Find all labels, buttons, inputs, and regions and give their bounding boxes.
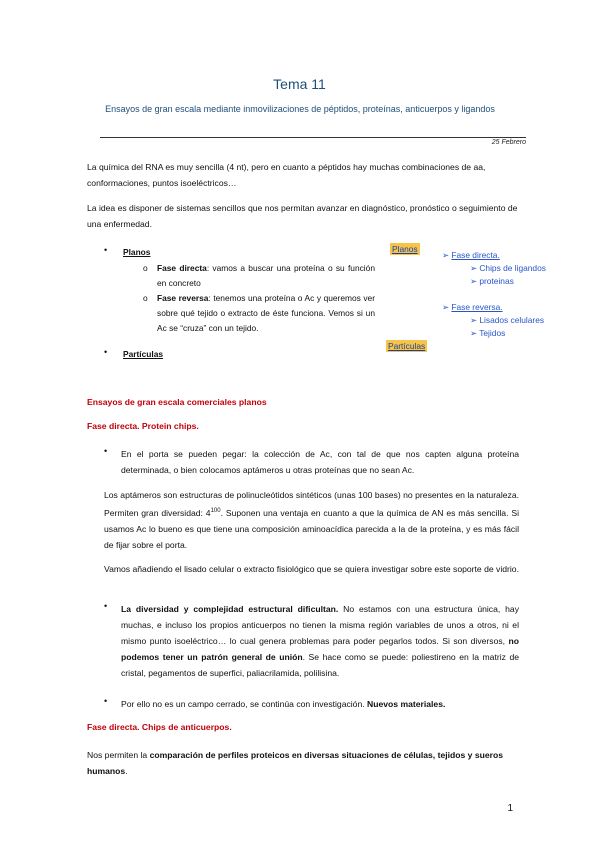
sub-marker: o	[143, 293, 148, 303]
diagram-tejidos: ➢ Tejidos	[470, 328, 506, 338]
anticuerpos-paragraph: Nos permiten la comparación de perfiles proteicos en diversas situaciones de células, tejidos y sueros humanos.	[87, 750, 504, 776]
diagram-proteinas: ➢ proteinas	[470, 276, 514, 286]
bullet-marker: •	[104, 446, 108, 456]
arrow-icon: ➢	[470, 315, 478, 325]
arrow-icon: ➢	[470, 263, 478, 273]
intro-paragraph-1: La química del RNA es muy sencilla (4 nt), pero en cuanto a péptidos hay muchas combinaciones de aa, conformaciones, puntos isoeléctricos…	[87, 162, 486, 188]
arrow-icon: ➢	[442, 302, 450, 312]
list-item-fase-reversa	[157, 291, 375, 336]
diagram-fase-reversa: ➢ Fase reversa.	[442, 302, 503, 312]
bullet-marker: •	[104, 347, 108, 357]
header-rule	[100, 137, 526, 138]
arrow-icon: ➢	[470, 328, 478, 338]
section-subheading: Fase directa. Protein chips.	[87, 421, 199, 431]
bullet-marker: •	[104, 245, 108, 255]
date-label: 25 Febrero	[491, 139, 526, 146]
arrow-icon: ➢	[442, 250, 450, 260]
fase-reversa-text: : tenemos una proteína o Ac y queremos ver sobre qué tejido o extracto de éste funciona. Vemos si un Ac se “cruza” con un tejido.	[157, 293, 375, 333]
page-number: 1	[507, 803, 513, 814]
sub-marker: o	[143, 263, 148, 273]
bullet-marker: •	[104, 696, 108, 706]
list-item-planos: Planos	[123, 247, 151, 257]
fase-directa-label: Fase directa	[157, 263, 207, 273]
diagram-lisados: ➢ Lisados celulares	[470, 315, 545, 325]
page-title: Tema 11	[273, 76, 326, 92]
bullet-diversidad: La diversidad y complejidad estructural dificultan. No estamos con una estructura única, hay muchas, e incluso los propios anticuerpos no tienen la misma región variables de unos a otros, ni el mismo punto isoeléctrico… lo cual genera problemas para poder pegarlos todos. Si son diversos, no podemos tener un patrón general de unión. Se hace como se puede: poliestireno en la matriz de cristal, pegamentos de superfici, paliacrilamida, polilisina.	[121, 604, 519, 678]
bullet-marker: •	[104, 601, 108, 611]
fase-directa-text: : vamos a buscar una proteína o su función en concreto	[157, 263, 375, 288]
fase-reversa-label: Fase reversa	[157, 293, 209, 303]
diagram-planos-label: Planos	[392, 244, 418, 254]
list-item-particulas: Partículas	[123, 349, 164, 359]
section-subheading-anticuerpos: Fase directa. Chips de anticuerpos.	[87, 722, 232, 732]
diagram-fase-directa: ➢ Fase directa.	[442, 250, 500, 260]
lisado-paragraph: Vamos añadiendo el lisado celular o extracto fisiológico que se quiera investigar sobre este soporte de vidrio.	[104, 564, 519, 574]
diagram-chips-ligandos: ➢ Chips de ligandos	[470, 263, 546, 273]
intro-paragraph-2: La idea es disponer de sistemas sencillos que nos permitan avanzar en diagnóstico, pronóstico o seguimiento de una enfermedad.	[87, 203, 518, 229]
list-item-fase-directa	[157, 261, 375, 291]
diagram-particulas-label: Partículas	[388, 341, 426, 351]
bullet-porta: En el porta se pueden pegar: la colección de Ac, con tal de que nos capten alguna proteína determinada, o bien colocamos aptámeros u otras proteínas que no sean Ac.	[121, 449, 519, 475]
page-subtitle: Ensayos de gran escala mediante inmovilizaciones de péptidos, proteínas, anticuerpos y ligandos	[105, 104, 495, 114]
arrow-icon: ➢	[470, 276, 478, 286]
aptameros-paragraph: Los aptámeros son estructuras de polinucleótidos sintéticos (unas 100 bases) no presentes en la naturaleza. Permiten gran diversidad: $4^{100}$. Suponen una ventaja en cuanto a que la química de AN es más sencilla. Si usamos Ac lo bueno es que tiene una composición aminoacídica parecida a la de la proteína, y es más fácil de fijar sobre el porta.	[104, 490, 519, 550]
section-heading: Ensayos de gran escala comerciales planos	[87, 397, 267, 407]
bullet-nuevos-materiales: Por ello no es un campo cerrado, se continúa con investigación. Nuevos materiales.	[121, 699, 446, 709]
